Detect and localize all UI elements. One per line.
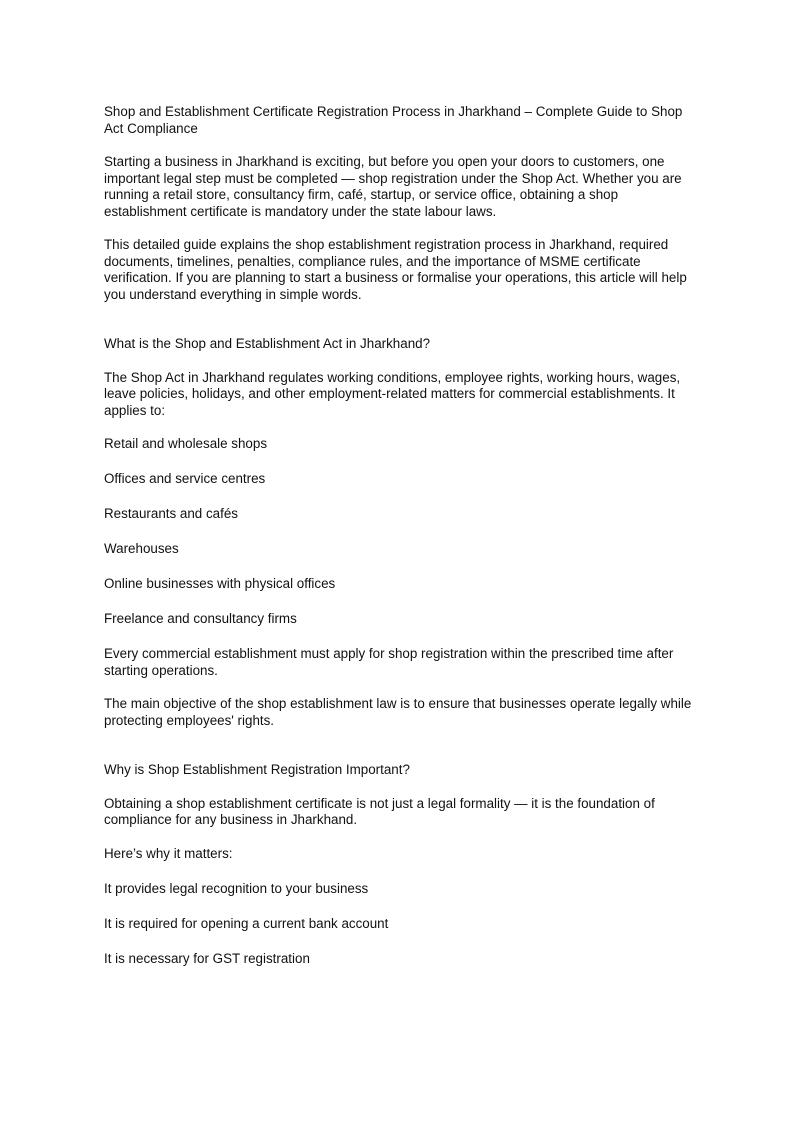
section-heading-importance: Why is Shop Establishment Registration Important? — [104, 762, 410, 777]
list-item: Online businesses with physical offices — [104, 576, 336, 591]
list-item: Warehouses — [104, 541, 179, 556]
list-item: It provides legal recognition to your business — [104, 880, 369, 896]
list-item: Freelance and consultancy firms — [104, 611, 297, 626]
intro-paragraph-2: This detailed guide explains the shop establishment registration process in Jharkhand, required documents, timelines, penalties, compliance rules, and the importance of MSME certificate verification. If you are planning to start a business or formalise your operations, this article will help you understand everything in simple words. — [104, 237, 687, 302]
section2-lead-paragraph: Obtaining a shop establishment certificate is not just a legal formality — it is the foundation of compliance for any business in Jharkhand. — [104, 795, 655, 827]
section2-subheading: Here’s why it matters: — [104, 845, 233, 861]
list-item: Retail and wholesale shops — [104, 436, 268, 451]
section1-closing-paragraph-2: The main objective of the shop establishment law is to ensure that businesses operate legally while protecting employees' rights. — [104, 696, 692, 728]
section1-lead-paragraph: The Shop Act in Jharkhand regulates working conditions, employee rights, working hours, wages, leave policies, holidays, and other employment-related matters for commercial establishments. It applies to: — [104, 369, 681, 418]
intro-paragraph-1: Starting a business in Jharkhand is exciting, but before you open your doors to customers, one important legal step must be completed — shop registration under the Shop Act. Whether you are running a retail store, consultancy firm, café, startup, or service office, obtaining a shop establishment certificate is mandatory under the state labour laws. — [104, 154, 682, 219]
list-item: Offices and service centres — [104, 471, 266, 486]
list-item: Restaurants and cafés — [104, 506, 238, 521]
list-item: It is necessary for GST registration — [104, 950, 310, 966]
section1-closing-paragraph-1: Every commercial establishment must apply for shop registration within the prescribed time after starting operations. — [104, 646, 674, 678]
document-page — [104, 104, 694, 986]
list-item: It is required for opening a current bank account — [104, 915, 389, 931]
section-heading-shop-act: What is the Shop and Establishment Act in Jharkhand? — [104, 336, 431, 351]
document-title: Shop and Establishment Certificate Registration Process in Jharkhand – Complete Guide to Shop Act Compliance — [104, 104, 683, 136]
